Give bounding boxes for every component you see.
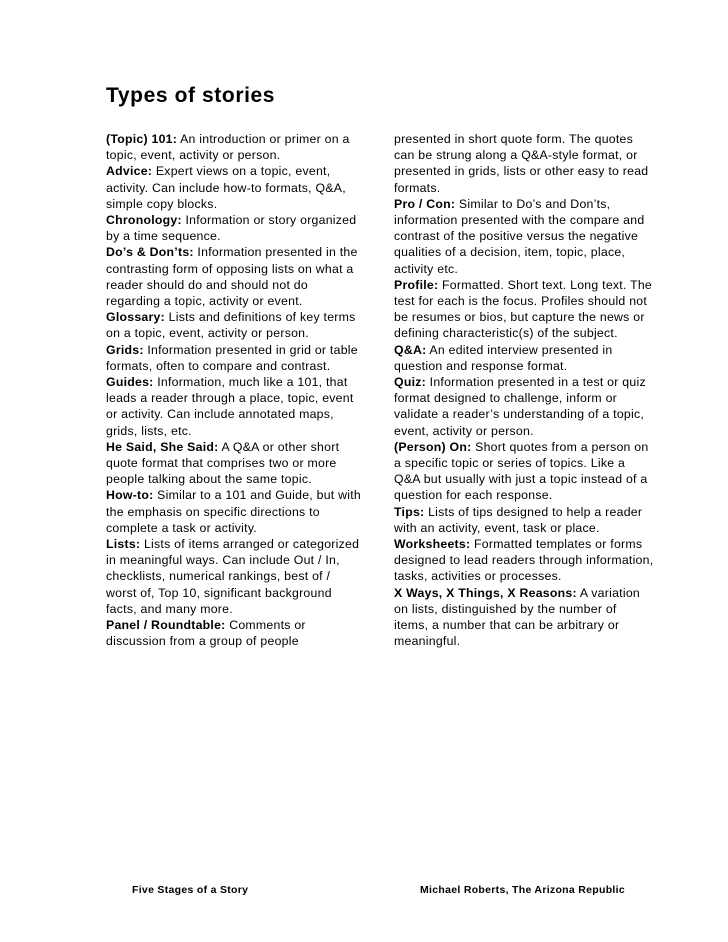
entry-how-to bbox=[106, 487, 364, 536]
entry-term: Panel / Roundtable: bbox=[106, 618, 226, 633]
entry-dos-donts bbox=[106, 244, 364, 309]
entry-text: Similar to Do’s and Don’ts, information presented with the compare and contrast of the positive versus the negative qualities of a decision, item, topic, place, activity etc. bbox=[394, 196, 645, 276]
entry-guides bbox=[106, 374, 364, 439]
entry-term: How-to: bbox=[106, 488, 154, 503]
entry-term: (Topic) 101: bbox=[106, 132, 178, 146]
entry-term: Grids: bbox=[106, 342, 144, 357]
entry-term: Do’s & Don’ts: bbox=[106, 245, 194, 260]
entry-text: An edited interview presented in question and response format. bbox=[394, 342, 613, 373]
entry-term: Profile: bbox=[394, 277, 439, 292]
entry-text: An introduction or primer on a topic, event, activity or person. bbox=[106, 132, 350, 163]
entry-term: He Said, She Said: bbox=[106, 439, 219, 454]
footer-right: Michael Roberts, The Arizona Republic bbox=[420, 884, 625, 896]
entry-term: Lists: bbox=[106, 537, 141, 552]
right-column bbox=[394, 131, 654, 650]
entry-term: Q&A: bbox=[394, 342, 427, 357]
entry-topic-101 bbox=[106, 131, 364, 163]
entry-tips bbox=[394, 504, 654, 536]
entry-term: Advice: bbox=[106, 164, 153, 179]
entry-glossary bbox=[106, 309, 364, 341]
entry-term: Worksheets: bbox=[394, 537, 471, 552]
entry-text: Information presented in grid or table formats, often to compare and contrast. bbox=[106, 342, 358, 373]
entry-chronology bbox=[106, 212, 364, 244]
entry-lists bbox=[106, 536, 364, 617]
entry-text: Short quotes from a person on a specific topic or series of topics. Like a Q&A but usually with just a topic instead of a question for each response. bbox=[394, 439, 649, 503]
entry-grids bbox=[106, 342, 364, 374]
left-column bbox=[106, 131, 364, 650]
entry-term: Chronology: bbox=[106, 213, 182, 228]
entry-term: Tips: bbox=[394, 504, 425, 519]
entry-text: Formatted. Short text. Long text. The test for each is the focus. Profiles should not be resumes or bios, but capture the news or defining characteristic(s) of the subject. bbox=[394, 277, 653, 341]
entry-text: Information, much like a 101, that leads a reader through a place, topic, event or activity. Can include annotated maps, grids, lists, etc. bbox=[106, 375, 354, 438]
entry-quiz bbox=[394, 374, 654, 439]
entry-panel-roundtable bbox=[106, 617, 364, 649]
footer-left: Five Stages of a Story bbox=[132, 884, 249, 896]
entry-pro-con bbox=[394, 196, 654, 277]
entry-person-on bbox=[394, 439, 654, 504]
entry-advice bbox=[106, 163, 364, 212]
entry-text: Similar to a 101 and Guide, but with the emphasis on specific directions to complete a task or activity. bbox=[106, 488, 361, 535]
entry-profile bbox=[394, 277, 654, 342]
entry-worksheets bbox=[394, 536, 654, 585]
entry-text: Lists of tips designed to help a reader with an activity, event, task or place. bbox=[394, 504, 643, 535]
entry-he-said-she-said bbox=[106, 439, 364, 488]
entry-text: Information presented in the contrasting form of opposing lists on what a reader should do and should not do regarding a topic, activity or event. bbox=[106, 245, 358, 309]
entry-text: A Q&A or other short quote format that comprises two or more people talking about the same topic. bbox=[106, 439, 340, 487]
entry-text: presented in short quote form. The quotes can be strung along a Q&A-style format, or presented in grids, lists or other easy to read formats. bbox=[394, 132, 649, 195]
entry-term: Guides: bbox=[106, 375, 154, 390]
entry-text: Information presented in a test or quiz format designed to challenge, inform or validate a reader’s understanding of a topic, event, activity or person. bbox=[394, 375, 646, 438]
entry-term: Glossary: bbox=[106, 310, 165, 325]
entry-x-ways bbox=[394, 585, 654, 650]
entry-text: A variation on lists, distinguished by the number of items, a number that can be arbitrary or meaningful. bbox=[394, 585, 641, 649]
entry-term: Quiz: bbox=[394, 375, 426, 390]
entry-text: Lists and definitions of key terms on a topic, event, activity or person. bbox=[106, 310, 356, 341]
entry-qa bbox=[394, 342, 654, 374]
entry-term: Pro / Con: bbox=[394, 196, 456, 211]
entry-term: X Ways, X Things, X Reasons: bbox=[394, 585, 577, 600]
entry-text: Comments or discussion from a group of people bbox=[106, 618, 306, 649]
entry-term: (Person) On: bbox=[394, 439, 472, 454]
entry-text: Formatted templates or forms designed to lead readers through information, tasks, activities or processes. bbox=[394, 537, 654, 584]
entry-text: Expert views on a topic, event, activity. Can include how-to formats, Q&A, simple copy blocks. bbox=[106, 164, 346, 211]
page-title: Types of stories bbox=[106, 84, 276, 107]
entry-text: Information or story organized by a time sequence. bbox=[106, 213, 357, 244]
entry-text: Lists of items arranged or categorized in meaningful ways. Can include Out / In, checklists, numerical rankings, best of / worst of, Top 10, significant background facts, and many more. bbox=[106, 537, 360, 616]
entry-panel-continued bbox=[394, 131, 654, 196]
